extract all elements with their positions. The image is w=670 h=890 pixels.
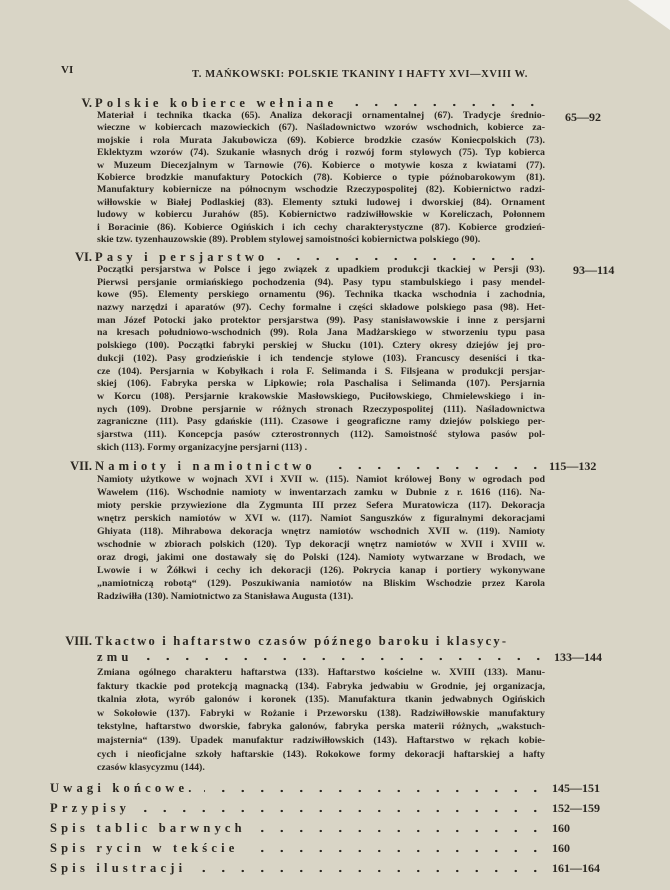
chapter-pages: 133—144 (554, 650, 602, 664)
summary-line: polskiego (100). Początki fabryki perskiej w Słucku (101). Cztery okresy dziejów jej pro- (97, 340, 545, 352)
dot-leader (345, 103, 542, 107)
running-header: T. MAŃKOWSKI: POLSKIE TKANINY I HAFTY XVI—XVIII W. (191, 69, 528, 80)
summary-line: Zmiana ogólnego charakteru haftarstwa (133). Haftarstwo kościelne w. XVIII (133). Manu- (97, 667, 545, 678)
summary-line: wnętrz perskich namiotów w XVI w. (117). Namiot Sanguszków z figuralnymi dekoracjami (97, 513, 545, 524)
summary-line: faktury tkackie pod protekcją magnacką (134). Fabryka jedwabiu w Grodnie, jej organizacja, (97, 680, 545, 692)
summary-line: skie tzw. tyzenhauzowskie (89). Problem stylowej samoistności kobiernictwa polskiego (90). (97, 233, 481, 245)
chapter-summary (97, 666, 545, 775)
summary-line: kowe (95). Elementy perskiego ornamentu (96). Technika tkacka wschodnia i zachodnia, (97, 289, 545, 301)
summary-line: wschodnie w zbiorach polskich (120). Typ dekoracji wnętrz namiotów w XVII i XVIII w. (97, 539, 545, 550)
summary-line: Pierwsi persjanie ormiańskiego pochodzenia (94). Pasy typu stambulskiego i pasy mendel- (97, 276, 545, 288)
summary-line: Lwowie i w Żółkwi i cechy ich dekoracji (126). Pokrycia kanap i portiery wykonywane (97, 565, 545, 576)
end-matter-title: Uwagi końcowe. (50, 781, 196, 795)
chapter-summary (97, 473, 545, 603)
chapter-title: Pasy i persjarstwo (95, 250, 269, 264)
summary-line: tekstylne, haftarstwo dworskie, fabryka galonów, fabryka perska materii różnych, „wakstuch- (97, 721, 545, 733)
page-number: VI (61, 64, 74, 76)
summary-line: wiłłowskie w Białej Podlaskiej (83). Elementy sztuki ludowej i dworskiej (84). Ornament (97, 196, 545, 208)
summary-line: zagraniczne (111). Pasy gdańskie (111). Czasowe i geograficzne ramy dziejów polskiego per- (97, 416, 545, 428)
summary-line: oraz drogi, jakimi one dostawały się do Polski (124). Namioty wytwarzane w Brodach, we (97, 552, 545, 563)
summary-line: mojskie i rola Murata Jakubowicza (69). Kobierce brodzkie czasów Koniecpolskich (73). (97, 134, 545, 146)
chapter-numeral: VII. (70, 459, 92, 473)
end-matter-pages: 160 (552, 821, 570, 835)
summary-line: Wawelem (116). Wschodnie namioty w inwentarzach zamku w Dubnie z r. 1616 (116). Na- (97, 487, 545, 498)
summary-line: „namiotniczą robotą“ (129). Poszukiwania namiotów na Bliskim Wschodzie przez Karola (97, 578, 545, 589)
dot-leader (254, 829, 545, 833)
summary-line: cych i nieoficjalne szkoły haftarskie (143). Rokokowe formy dekoracji haftarskiej a hafty (97, 748, 545, 760)
summary-line: w Sokołowie (137). Fabryki w Rożanie i Przeworsku (138). Radziwiłłowskie manufaktury (97, 707, 545, 719)
summary-line: Radziwiłła (130). Namiotnictwo za Stanisława Augusta (131). (97, 591, 354, 602)
end-matter-title: Spis ilustracji (50, 861, 187, 875)
dot-leader (194, 869, 545, 873)
end-matter-title: Spis tablic barwnych (50, 821, 246, 835)
dot-leader (277, 257, 542, 261)
summary-line: w Korcu (108). Persjarnie krakowskie Masłowskiego, Puciłowskiego, Chmielewskiego i in- (97, 390, 545, 402)
summary-line: Ghiyata (118). Mihrabowa dekoracja wnętrz namiotów wschodnich XVII w. (119). Namioty (97, 526, 545, 537)
end-matter-title: Spis rycin w tekście (50, 841, 239, 855)
chapter-numeral: V. (81, 96, 92, 110)
summary-line: sjarstwa (111). Koncepcja pasów czterostronnych (112). Samoistność stylowa pasów pol- (97, 428, 545, 440)
dot-leader (138, 809, 545, 813)
summary-line: czasów klasycyzmu (144). (97, 762, 205, 774)
summary-line: skich (113). Formy organizacyjne persjarni (113) . (97, 441, 308, 453)
dot-leader (324, 466, 545, 470)
summary-line: wieczne w kobiercach mazowieckich (67). Naśladownictwo wzorów wschodnich, kobierce za- (97, 122, 545, 134)
end-matter-pages: 145—151 (552, 781, 600, 795)
chapter-numeral: VIII. (65, 634, 92, 648)
summary-line: nych (109). Drobne persjarnie w różnych stronach Rzeczypospolitej (111). Naśladownictwa (97, 403, 545, 415)
summary-line: dukcji (102). Pasy grodzieńskie i ich tendencje stylowe (103). Francuscy deseniści i tka- (97, 352, 545, 364)
summary-line: nazwy narzędzi i aparatów (97). Cechy formalne i części składowe polskiego pasa (98). Het- (97, 302, 545, 314)
end-matter-pages: 152—159 (552, 801, 600, 815)
summary-line: ludowy w kobiercu Jurahów (85). Kobiernictwo radziwiłłowskie w Koreliczach, Połonnem (97, 209, 545, 221)
summary-line: skiej (106). Fabryka perska w Lipkowie; rola Paschalisa i Selimanda (107). Persjarnia (97, 378, 545, 390)
summary-line: cze (104). Persjarnia w Kobyłkach i rola F. Selimanda i S. Filsjeana w produkcji persjar- (97, 365, 545, 377)
chapter-pages: 93—114 (573, 263, 615, 277)
end-matter-pages: 161—164 (552, 861, 600, 875)
chapter-title: Tkactwo i haftarstwo czasów późnego baroku i klasycy- (95, 634, 509, 648)
summary-line: Eklektyzm wzorów (74). Szukanie własnych dróg i rozwój form stylowych (75). Typ kobierca (97, 147, 545, 159)
summary-line: mioty perskie przywiezione dla Zygmunta III przez Sefera Muratowicza (117). Dekoracja (97, 500, 545, 511)
dot-leader (247, 849, 545, 853)
summary-line: man Józef Potocki jako protektor persjarstwa (99). Pasy stanisławowskie i inne z persjarni (97, 314, 545, 326)
summary-line: w Muzeum Diecezjalnym w Tarnowie (76). Kobierce o motywie kosza z kwiatami (77). (97, 159, 545, 171)
summary-line: Manufaktury kobiernicze na północnym wschodzie Rzeczypospolitej (82). Kobiernictwo radzi- (97, 184, 545, 196)
end-matter-title: Przypisy (50, 801, 131, 815)
summary-line: na kresach południowo-wschodnich (99). Rola Jana Madżarskiego w stworzeniu typu pasa (97, 327, 545, 339)
chapter-numeral: VI. (74, 250, 92, 264)
summary-line: i Boracinie (86). Kobierce Ogińskich i ich cechy charakterystyczne (87). Kobierce grodzień- (97, 221, 545, 233)
summary-line: Materiał i technika tkacka (65). Analiza dekoracji ornamentalnej (67). Tradycje średnio- (97, 110, 545, 121)
summary-line: tkalnia złota, wyrób galonów i koronek (135). Manufaktura tkanin jedwabnych Ogińskich (97, 694, 545, 706)
summary-line: Kobierce brodzkie manufaktury Potockich (78). Kobierce o typie późnobarokowym (81). (97, 171, 545, 183)
chapter-title-continuation: zmu (97, 650, 133, 664)
summary-line: Początki persjarstwa w Polsce i jego związek z upadkiem produkcji tkackiej w Persji (93). (97, 264, 545, 275)
chapter-pages: 115—132 (549, 459, 597, 473)
end-matter-pages: 160 (552, 841, 570, 855)
dot-leader (204, 789, 545, 793)
summary-line: majsternia“ (139). Upadek manufaktur radziwiłłowskich (143). Haftarstwo w rękach kobie- (97, 734, 545, 746)
chapter-summary (97, 264, 545, 454)
chapter-title: Polskie kobierce wełniane (95, 96, 338, 110)
dot-leader (141, 657, 548, 661)
summary-line: Namioty użytkowe w wojnach XVI i XVII w. (115). Namiot królowej Bony w ogrodach pod (97, 474, 545, 485)
chapter-pages: 65—92 (565, 110, 601, 124)
page-corner (628, 0, 670, 30)
chapter-title: Namioty i namiotnictwo (95, 459, 316, 473)
chapter-summary (97, 110, 545, 246)
